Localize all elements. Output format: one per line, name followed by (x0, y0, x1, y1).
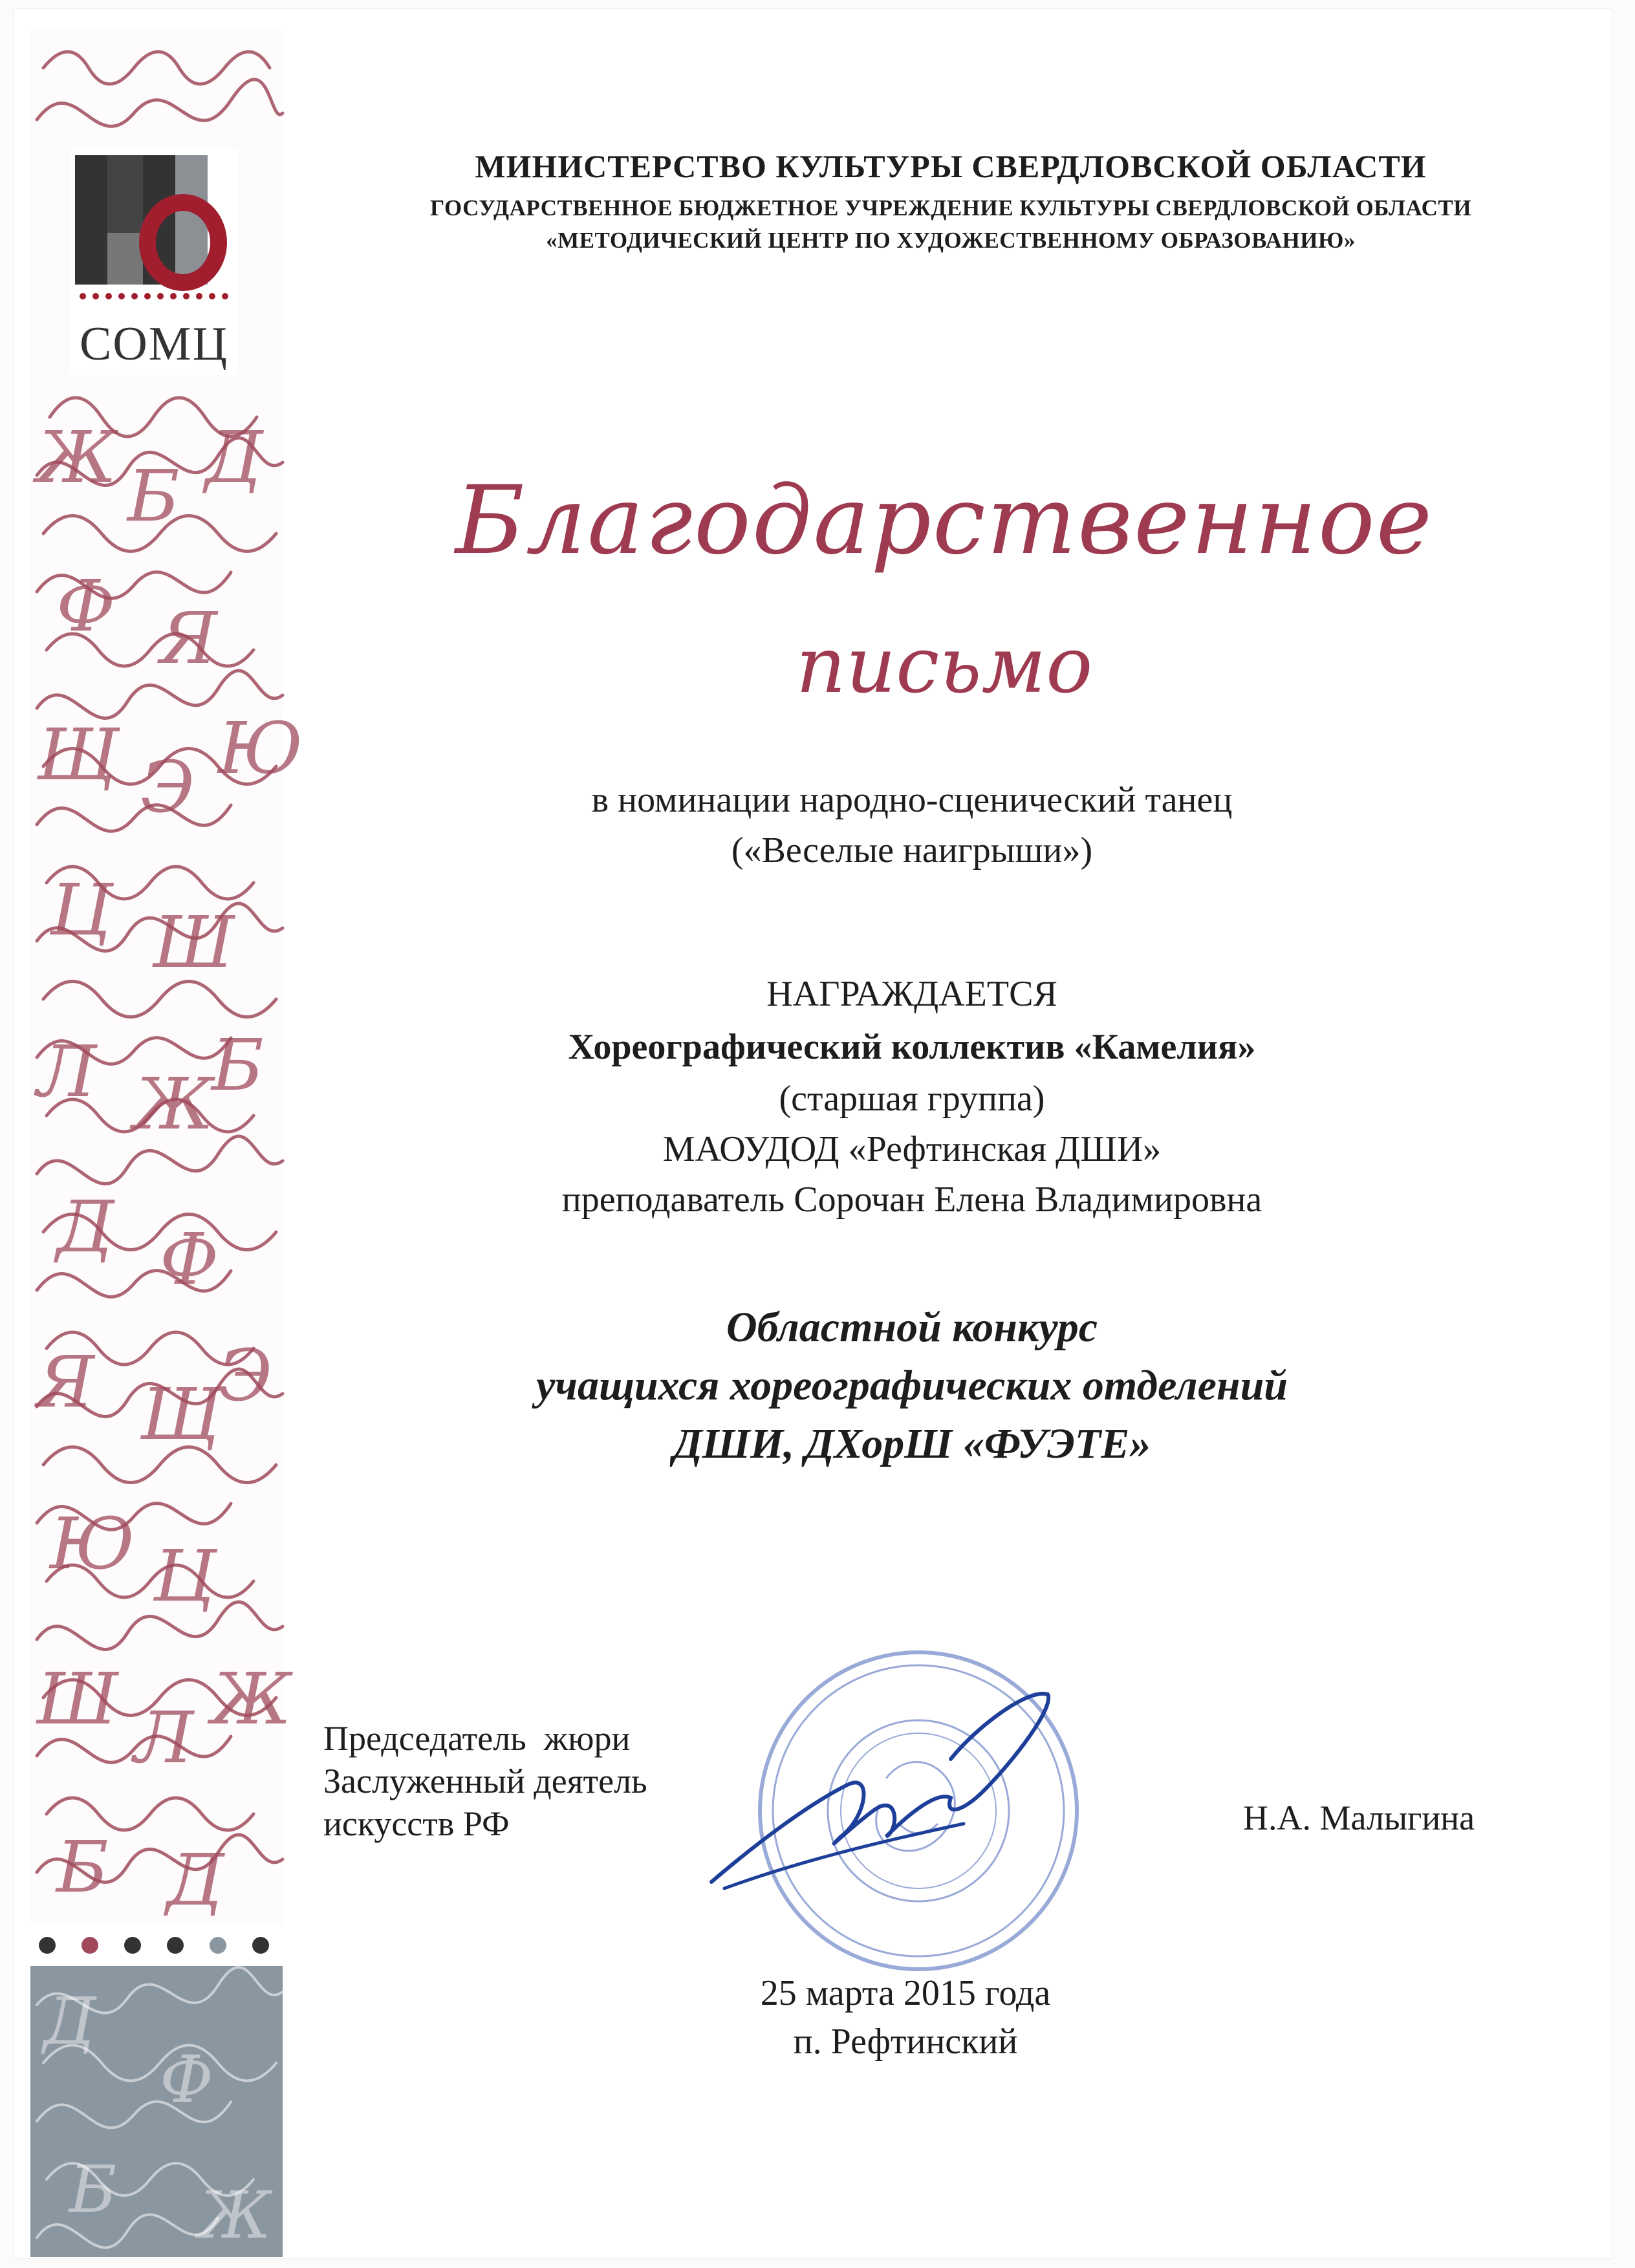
svg-text:Ш: Ш (37, 1658, 118, 1740)
svg-text:Ш: Ш (153, 901, 235, 984)
dot-icon (167, 1937, 184, 1954)
svg-text:Л: Л (134, 1696, 193, 1779)
svg-text:Э: Э (140, 746, 195, 828)
svg-text:Ф: Ф (160, 1218, 219, 1301)
institution-line-2: «МЕТОДИЧЕСКИЙ ЦЕНТР ПО ХУДОЖЕСТВЕННОМУ ОБРАЗОВАНИЮ» (546, 228, 1356, 253)
svg-text:Щ: Щ (37, 713, 118, 796)
svg-text:Я: Я (160, 597, 217, 680)
smc-logo-mark (70, 149, 238, 310)
svg-text:Ц: Ц (153, 1535, 215, 1617)
dot-icon (81, 1937, 98, 1954)
issue-date: 25 марта 2015 года (760, 1973, 1051, 2013)
svg-text:Ж: Ж (37, 416, 117, 499)
svg-text:Ю: Ю (50, 1502, 135, 1585)
jury-role-line-1: Председатель жюри (323, 1719, 631, 1758)
svg-text:Ж: Ж (211, 1658, 292, 1740)
institution-line-1: ГОСУДАРСТВЕННОЕ БЮДЖЕТНОЕ УЧРЕЖДЕНИЕ КУЛЬТУРЫ СВЕРДЛОВСКОЙ ОБЛАСТИ (430, 195, 1471, 221)
recipient-group: (старшая группа) (779, 1079, 1045, 1119)
document-title: Благодарственное (455, 466, 1434, 576)
nomination-line-2: («Веселые наигрыши») (731, 830, 1093, 870)
jury-chair-title (323, 1717, 647, 1845)
jury-role-line-2: Заслуженный деятель (323, 1762, 647, 1800)
svg-text:Ж: Ж (199, 2177, 272, 2253)
document-title-line-2: письмо (796, 621, 1093, 711)
dot-icon (39, 1937, 56, 1954)
svg-text:Л: Л (37, 1030, 96, 1113)
svg-text:Я: Я (37, 1341, 94, 1423)
jury-role-line-3: искусств РФ (323, 1804, 510, 1843)
gray-calligraphy-pattern (30, 1966, 283, 2257)
svg-text:Б: Б (211, 1024, 264, 1107)
svg-text:Э: Э (218, 1334, 273, 1417)
svg-text:Ю: Ю (218, 707, 303, 790)
nomination-line-1: в номинации народно-сценический танец (591, 780, 1233, 820)
svg-text:Б: Б (56, 1826, 109, 1908)
recipient-name: Хореографический коллектив «Камелия» (568, 1027, 1256, 1067)
issue-place: п. Рефтинский (793, 2022, 1018, 2062)
contest-line-1: Областной конкурс (726, 1304, 1098, 1351)
svg-text:Д: Д (205, 416, 263, 499)
decorative-gray-band (30, 1966, 283, 2257)
logo-caption: СОМЦ (79, 318, 229, 371)
contest-line-3: ДШИ, ДХорШ «ФУЭТЕ» (673, 1420, 1151, 1467)
dot-icon (252, 1937, 269, 1954)
signature-icon (705, 1669, 1067, 1914)
dot-icon (124, 1937, 141, 1954)
award-heading: НАГРАЖДАЕТСЯ (766, 974, 1057, 1014)
svg-text:Ф: Ф (56, 565, 116, 647)
svg-text:Ц: Ц (50, 869, 112, 951)
svg-text:Д: Д (43, 1983, 96, 2059)
svg-text:Ж: Ж (134, 1063, 214, 1145)
svg-text:Д: Д (166, 1839, 224, 1921)
svg-text:Щ: Щ (140, 1373, 222, 1456)
school-name: МАОУДОД «Рефтинская ДШИ» (662, 1129, 1162, 1169)
svg-text:Д: Д (56, 1185, 114, 1268)
decorative-dots (32, 1937, 285, 1956)
svg-text:Ф: Ф (160, 2042, 214, 2117)
teacher-name: преподаватель Сорочан Елена Владимировна (561, 1180, 1262, 1220)
contest-line-2: учащихся хореографических отделений (536, 1362, 1288, 1409)
dot-icon (210, 1937, 226, 1954)
svg-text:Б: Б (127, 455, 180, 537)
smc-logo (70, 149, 238, 375)
ministry-heading: МИНИСТЕРСТВО КУЛЬТУРЫ СВЕРДЛОВСКОЙ ОБЛАСТИ (475, 148, 1427, 184)
svg-text:Б: Б (69, 2152, 117, 2227)
jury-chair-name: Н.А. Малыгина (1243, 1798, 1475, 1837)
